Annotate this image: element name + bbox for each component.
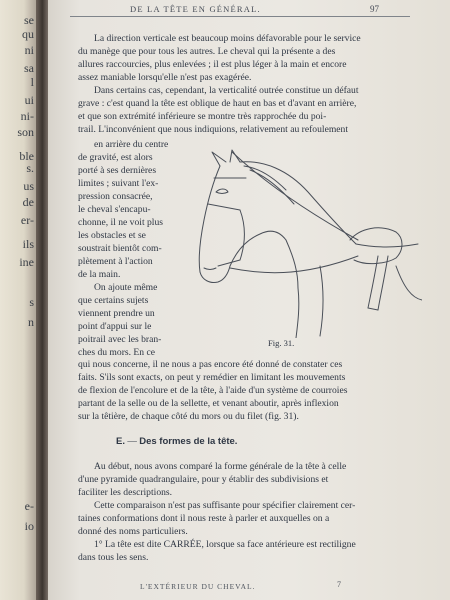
section-dash: — — [127, 437, 137, 447]
left-page-fragment: l — [30, 75, 34, 89]
text-line: faciliter les descriptions. — [78, 487, 173, 498]
left-page-edge — [0, 0, 40, 600]
left-page-fragment: son — [17, 125, 34, 139]
left-page-fragment: se — [24, 13, 34, 27]
body-text-bottom — [78, 460, 416, 564]
running-header: DE LA TÊTE EN GÉNÉRAL. — [130, 4, 261, 14]
text-line: et que son extrémité inférieure se montre très rapprochée du poi- — [78, 111, 327, 122]
left-page-fragment: ni — [24, 43, 34, 57]
text-line: de la main. — [78, 269, 121, 280]
text-line: allures raccourcies, plus enlevées ; il est plus léger à la main et encore — [78, 59, 347, 70]
left-page-fragment: ils — [22, 237, 34, 251]
footer-signature: L'EXTÉRIEUR DU CHEVAL. — [140, 582, 256, 591]
text-line: Au début, nous avons comparé la forme générale de la tête à celle — [94, 461, 347, 472]
text-line: grave : c'est quand la tête est oblique de haut en bas et d'avant en arrière, — [78, 98, 357, 109]
text-line: plètement à l'action — [78, 256, 153, 267]
text-line: qui nous concerne, il ne nous a pas encore été donné de constater ces — [78, 359, 343, 370]
figure-caption: Fig. 31. — [268, 338, 295, 348]
left-page-fragment: n — [28, 315, 34, 329]
text-line: sur la têtière, de chaque côté du mors ou du filet (fig. 31). — [78, 411, 299, 422]
body-text-wrap — [78, 138, 188, 359]
text-line: donné des noms particuliers. — [78, 526, 188, 537]
text-line: chonne, il ne voit plus — [78, 217, 163, 228]
left-page-fragment: s — [29, 295, 34, 309]
text-line: assez maniable lorsqu'elle n'est pas exagérée. — [78, 72, 252, 83]
left-page-fragment: sa — [24, 61, 34, 75]
text-line: poitrail avec les bran- — [78, 334, 162, 345]
left-page-fragment: ui — [24, 93, 34, 107]
text-line: taines conformations dont il nous reste à parler et auxquelles on a — [78, 513, 330, 524]
text-line: trail. L'inconvénient que nous indiquions, relativement au refoulement — [78, 124, 349, 135]
text-line: dans tous les sens. — [78, 552, 149, 563]
section-heading — [116, 436, 237, 447]
text-line: en arrière du centre — [94, 139, 169, 150]
text-line: de gravité, est alors — [78, 152, 153, 163]
left-page-fragment: ni- — [20, 109, 34, 123]
text-line: de flexion de l'encolure et de la tête, à l'aide d'un système de courroies — [78, 385, 348, 396]
text-line: porté à ses dernières — [78, 165, 157, 176]
section-title-text: Des formes de la tête. — [139, 436, 238, 447]
left-page-fragment: us — [23, 179, 34, 193]
left-page-fragment: er- — [20, 213, 34, 227]
left-page-fragment: ble — [19, 149, 34, 163]
text-line: faits. S'ils sont exacts, on peut y remédier en limitant les mouvements — [78, 372, 346, 383]
text-line: pression consacrée, — [78, 191, 153, 202]
header-rule — [70, 16, 410, 17]
left-page-fragment: io — [24, 519, 34, 533]
page-number: 97 — [370, 4, 379, 14]
text-line: point d'appui sur le — [78, 321, 152, 332]
text-line: d'une pyramide quadrangulaire, pour y établir des subdivisions et — [78, 474, 329, 485]
text-line: On ajoute même — [94, 282, 158, 293]
left-page-fragment: s. — [26, 161, 34, 175]
text-line: du manège que pour tous les autres. Le cheval qui la présente a des — [78, 46, 336, 57]
text-line: 1° La tête est dite CARRÉE, lorsque sa face antérieure est rectiligne — [94, 539, 356, 550]
text-line: Cette comparaison n'est pas suffisante pour spécifier clairement cer- — [94, 500, 356, 511]
left-page-fragment: e- — [24, 499, 34, 513]
text-line: La direction verticale est beaucoup moins défavorable pour le service — [94, 33, 361, 44]
body-text-middle — [78, 358, 416, 423]
text-line: limites ; suivant l'ex- — [78, 178, 159, 189]
section-letter: E. — [116, 436, 125, 447]
text-line: soustrait bientôt com- — [78, 243, 162, 254]
body-text-top — [78, 32, 416, 136]
horse-illustration — [190, 148, 422, 338]
text-line: ches du mors. En ce — [78, 347, 155, 358]
left-page-fragment: qu — [22, 27, 34, 41]
text-line: que certains sujets — [78, 295, 149, 306]
text-line: Dans certains cas, cependant, la verticalité outrée constitue un défaut — [94, 85, 359, 96]
text-line: les obstacles et se — [78, 230, 146, 241]
text-line: le cheval s'encapu- — [78, 204, 151, 215]
left-page-fragment: de — [22, 195, 34, 209]
left-page-fragment: ine — [19, 255, 34, 269]
text-line: viennent prendre un — [78, 308, 155, 319]
text-line: partant de la selle ou de la sellette, et venant aboutir, après inflexion — [78, 398, 339, 409]
footer-signature-number: 7 — [337, 580, 341, 589]
